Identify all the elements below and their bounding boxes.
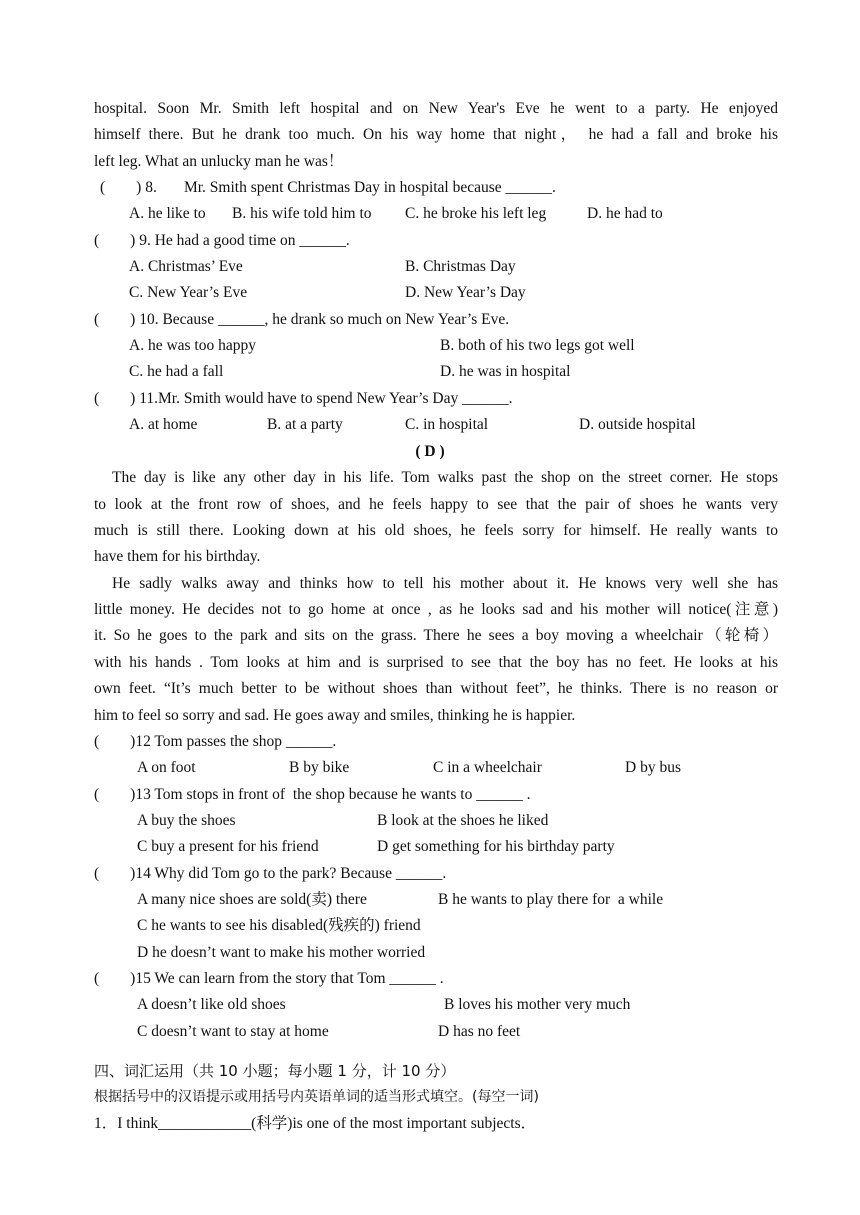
option: A doesn’t like old shoes — [137, 996, 286, 1013]
question-stem: ( )12 Tom passes the shop ______. — [94, 733, 337, 750]
option: B by bike — [289, 759, 350, 776]
option: D. he was in hospital — [440, 363, 571, 380]
option: B look at the shoes he liked — [377, 812, 549, 829]
passage-line: He sadly walks away and thinks how to tell his mother about it. He knows very well she has — [112, 575, 778, 592]
passage-line: have them for his birthday. — [94, 548, 261, 565]
question-stem: ( ) 10. Because ______, he drank so much on New Year’s Eve. — [94, 311, 510, 328]
passage-line: with his hands . Tom looks at him and is surprised to see that the boy has no feet. He looks at his — [94, 654, 778, 671]
passage-line: own feet. “It’s much better to be without shoes than without feet”, he thinks. There is no reason or — [94, 680, 778, 697]
option: C in a wheelchair — [433, 759, 542, 776]
section-instruction: 根据括号中的汉语提示或用括号内英语单词的适当形式填空。(每空一词) — [94, 1089, 539, 1105]
option: C. New Year’s Eve — [129, 284, 248, 301]
option: A. at home — [129, 416, 198, 433]
passage-line: him to feel so sorry and sad. He goes away and smiles, thinking he is happier. — [94, 707, 576, 724]
option: D get something for his birthday party — [377, 838, 615, 855]
option: A buy the shoes — [137, 812, 236, 829]
option: A many nice shoes are sold(卖) there — [137, 891, 367, 908]
option: B. at a party — [267, 416, 343, 433]
question-stem: ( ) 11.Mr. Smith would have to spend New Year’s Day ______. — [94, 390, 513, 407]
option: B. Christmas Day — [405, 258, 516, 275]
passage-line: little money. He decides not to go home at once , as he looks sad and his mother will notice(注意) — [94, 601, 778, 618]
option: C. in hospital — [405, 416, 489, 433]
section-heading: 四、词汇运用（共 10 小题；每小题 1 分，计 10 分） — [94, 1062, 456, 1080]
option: B loves his mother very much — [444, 996, 631, 1013]
option: D. New Year’s Day — [405, 284, 526, 301]
passage-line: left leg. What an unlucky man he was！ — [94, 153, 344, 170]
passage-line: The day is like any other day in his life. Tom walks past the shop on the street corner. He stops — [112, 469, 778, 486]
question-stem: ( ) 9. He had a good time on ______. — [94, 232, 350, 249]
section-title: ( D ) — [415, 443, 445, 460]
option: A. he was too happy — [129, 337, 256, 354]
option: C buy a present for his friend — [137, 838, 319, 855]
passage-line: himself there. But he drank too much. On his way home that night， he had a fall and broke his — [94, 126, 778, 143]
option: B he wants to play there for a while — [438, 891, 664, 908]
option: C. he broke his left leg — [405, 205, 547, 222]
option: C doesn’t want to stay at home — [137, 1023, 329, 1040]
question-stem: ( )14 Why did Tom go to the park? Because ______. — [94, 865, 447, 882]
option: A. Christmas’ Eve — [129, 258, 243, 275]
option: C he wants to see his disabled(残疾的) friend — [137, 917, 421, 934]
question-stem: ( )13 Tom stops in front of the shop because he wants to ______ . — [94, 786, 531, 803]
passage-line: much is still there. Looking down at his old shoes, he feels sorry for himself. He really wants to — [94, 522, 778, 539]
option: A. he like to — [129, 205, 206, 222]
option: D. he had to — [587, 205, 663, 222]
fill-in-item: 1．I think____________(科学)is one of the most important subjects． — [94, 1115, 537, 1132]
option: D. outside hospital — [579, 416, 696, 433]
option: B. both of his two legs got well — [440, 337, 635, 354]
question-stem: ( )15 We can learn from the story that Tom ______ . — [94, 970, 444, 987]
option: D has no feet — [438, 1023, 521, 1040]
option: B. his wife told him to — [232, 205, 372, 222]
option: C. he had a fall — [129, 363, 224, 380]
option: D he doesn’t want to make his mother worried — [137, 944, 426, 961]
passage-line: it. So he goes to the park and sits on the grass. There he sees a boy moving a wheelchair（轮椅） — [94, 627, 778, 644]
question-stem: ( ) 8. Mr. Smith spent Christmas Day in hospital because ______. — [100, 179, 556, 196]
passage-line: to look at the front row of shoes, and he feels happy to see that the pair of shoes he wants very — [94, 496, 778, 513]
option: D by bus — [625, 759, 681, 776]
option: A on foot — [137, 759, 196, 776]
passage-line: hospital. Soon Mr. Smith left hospital and on New Year's Eve he went to a party. He enjoyed — [94, 100, 778, 117]
